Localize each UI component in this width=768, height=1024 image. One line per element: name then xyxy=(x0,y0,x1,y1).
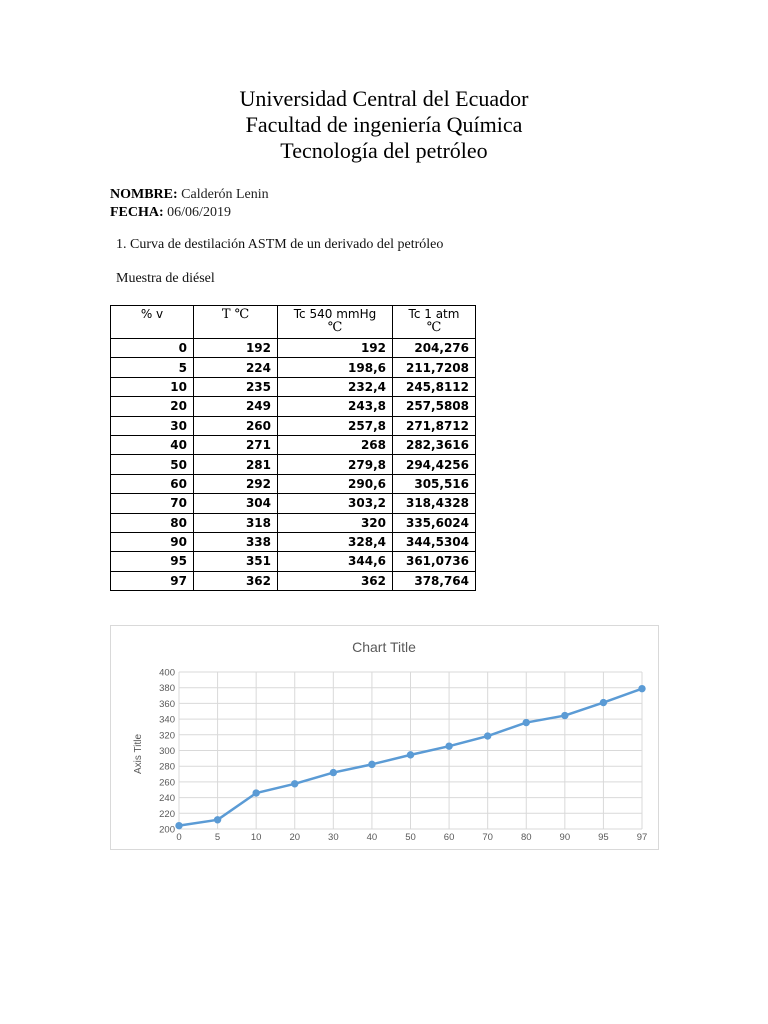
data-point xyxy=(523,719,529,725)
date-label: FECHA: xyxy=(110,205,164,220)
table-row xyxy=(111,474,476,493)
y-tick-label: 320 xyxy=(159,730,175,742)
table-header-row xyxy=(111,306,476,339)
table-row xyxy=(111,552,476,571)
cell-tc-540: 328,4 xyxy=(278,532,393,551)
name-label: NOMBRE: xyxy=(110,187,178,202)
name-line xyxy=(110,186,269,204)
x-tick-label: 90 xyxy=(559,832,571,843)
cell-temperature: 224 xyxy=(194,358,278,377)
x-tick-label: 60 xyxy=(443,832,455,843)
cell-tc-540: 268 xyxy=(278,435,393,454)
cell-percent-volume: 30 xyxy=(111,416,194,435)
x-tick-label: 30 xyxy=(328,832,339,843)
table-row xyxy=(111,494,476,513)
cell-tc-540: 243,8 xyxy=(278,397,393,416)
course-name: Tecnología del petróleo xyxy=(280,138,488,163)
cell-percent-volume: 97 xyxy=(111,571,194,590)
cell-temperature: 362 xyxy=(194,571,278,590)
cell-tc-1atm: 335,6024 xyxy=(393,513,476,532)
cell-tc-1atm: 361,0736 xyxy=(393,552,476,571)
data-point xyxy=(639,685,645,691)
cell-percent-volume: 10 xyxy=(111,377,194,396)
cell-temperature: 249 xyxy=(194,397,278,416)
cell-percent-volume: 50 xyxy=(111,455,194,474)
data-point xyxy=(176,822,182,828)
cell-percent-volume: 20 xyxy=(111,397,194,416)
cell-tc-540: 198,6 xyxy=(278,358,393,377)
table-row xyxy=(111,358,476,377)
chart-gridlines xyxy=(179,672,642,829)
cell-tc-1atm: 282,3616 xyxy=(393,435,476,454)
cell-tc-540: 303,2 xyxy=(278,494,393,513)
cell-tc-1atm: 257,5808 xyxy=(393,397,476,416)
header-temperature: T ℃ xyxy=(194,306,278,339)
cell-tc-1atm: 294,4256 xyxy=(393,455,476,474)
cell-temperature: 192 xyxy=(194,339,278,358)
faculty-name: Facultad de ingeniería Química xyxy=(245,112,523,137)
cell-tc-540: 290,6 xyxy=(278,474,393,493)
cell-temperature: 351 xyxy=(194,552,278,571)
data-point xyxy=(562,712,568,718)
cell-temperature: 235 xyxy=(194,377,278,396)
cell-percent-volume: 40 xyxy=(111,435,194,454)
y-tick-label: 260 xyxy=(159,777,175,789)
line-chart-svg xyxy=(111,626,658,849)
cell-percent-volume: 5 xyxy=(111,358,194,377)
table-row xyxy=(111,377,476,396)
cell-temperature: 260 xyxy=(194,416,278,435)
header-percent-volume: % v xyxy=(111,306,194,339)
y-tick-label: 200 xyxy=(159,824,175,836)
cell-tc-1atm: 211,7208 xyxy=(393,358,476,377)
y-tick-label: 400 xyxy=(159,667,175,679)
x-tick-label: 97 xyxy=(636,832,648,843)
sample-label: Muestra de diésel xyxy=(116,271,215,286)
date-value: 06/06/2019 xyxy=(163,205,231,220)
x-tick-label: 10 xyxy=(250,832,262,843)
cell-percent-volume: 95 xyxy=(111,552,194,571)
x-tick-label: 20 xyxy=(289,832,301,843)
cell-temperature: 318 xyxy=(194,513,278,532)
table-row xyxy=(111,435,476,454)
cell-tc-1atm: 318,4328 xyxy=(393,494,476,513)
y-tick-label: 240 xyxy=(159,793,175,805)
cell-tc-540: 362 xyxy=(278,571,393,590)
cell-temperature: 281 xyxy=(194,455,278,474)
table-row xyxy=(111,339,476,358)
data-point xyxy=(253,790,259,796)
chart xyxy=(110,625,659,850)
student-info xyxy=(110,186,269,222)
distillation-table xyxy=(110,305,476,591)
x-tick-label: 5 xyxy=(214,832,221,843)
x-tick-label: 95 xyxy=(598,832,609,843)
table-row xyxy=(111,532,476,551)
data-point xyxy=(407,752,413,758)
y-axis-title: Axis Title xyxy=(133,733,144,775)
x-tick-label: 80 xyxy=(520,832,532,843)
data-point xyxy=(292,781,298,787)
cell-tc-1atm: 204,276 xyxy=(393,339,476,358)
x-tick-label: 0 xyxy=(176,832,182,843)
cell-tc-540: 320 xyxy=(278,513,393,532)
section-title: 1. Curva de destilación ASTM de un derivado del petróleo xyxy=(116,237,444,252)
cell-percent-volume: 80 xyxy=(111,513,194,532)
table-row xyxy=(111,571,476,590)
table-row xyxy=(111,416,476,435)
data-point xyxy=(446,743,452,749)
cell-tc-540: 257,8 xyxy=(278,416,393,435)
y-tick-label: 300 xyxy=(159,746,175,757)
header-tc-1atm: Tc 1 atm ℃ xyxy=(393,306,476,339)
header-tc-540: Tc 540 mmHg ℃ xyxy=(278,306,393,339)
data-point xyxy=(369,761,375,767)
cell-temperature: 292 xyxy=(194,474,278,493)
cell-tc-1atm: 378,764 xyxy=(393,571,476,590)
document-header xyxy=(0,86,768,164)
x-axis-ticks xyxy=(176,832,647,843)
cell-tc-540: 192 xyxy=(278,339,393,358)
y-axis-ticks xyxy=(159,668,175,836)
table-body xyxy=(111,339,476,591)
cell-temperature: 338 xyxy=(194,532,278,551)
cell-tc-540: 344,6 xyxy=(278,552,393,571)
cell-tc-1atm: 344,5304 xyxy=(393,532,476,551)
y-tick-label: 340 xyxy=(159,714,175,726)
x-tick-label: 70 xyxy=(482,832,493,843)
table-row xyxy=(111,513,476,532)
x-tick-label: 40 xyxy=(366,832,378,843)
data-point xyxy=(214,817,220,823)
cell-temperature: 271 xyxy=(194,435,278,454)
cell-temperature: 304 xyxy=(194,494,278,513)
y-tick-label: 380 xyxy=(159,683,175,695)
cell-tc-1atm: 305,516 xyxy=(393,474,476,493)
y-tick-label: 220 xyxy=(159,808,175,820)
data-point xyxy=(484,733,490,739)
cell-percent-volume: 90 xyxy=(111,532,194,551)
cell-percent-volume: 70 xyxy=(111,494,194,513)
cell-tc-1atm: 271,8712 xyxy=(393,416,476,435)
data-point xyxy=(600,699,606,705)
chart-title: Chart Title xyxy=(352,639,416,655)
table-row xyxy=(111,397,476,416)
cell-percent-volume: 0 xyxy=(111,339,194,358)
x-tick-label: 50 xyxy=(405,832,416,843)
y-tick-label: 280 xyxy=(159,761,175,773)
date-line xyxy=(110,204,269,222)
cell-tc-1atm: 245,8112 xyxy=(393,377,476,396)
name-value: Calderón Lenin xyxy=(177,187,269,202)
university-name: Universidad Central del Ecuador xyxy=(239,86,529,111)
table-row xyxy=(111,455,476,474)
cell-tc-540: 232,4 xyxy=(278,377,393,396)
y-tick-label: 360 xyxy=(159,698,175,710)
cell-tc-540: 279,8 xyxy=(278,455,393,474)
data-point xyxy=(330,769,336,775)
cell-percent-volume: 60 xyxy=(111,474,194,493)
